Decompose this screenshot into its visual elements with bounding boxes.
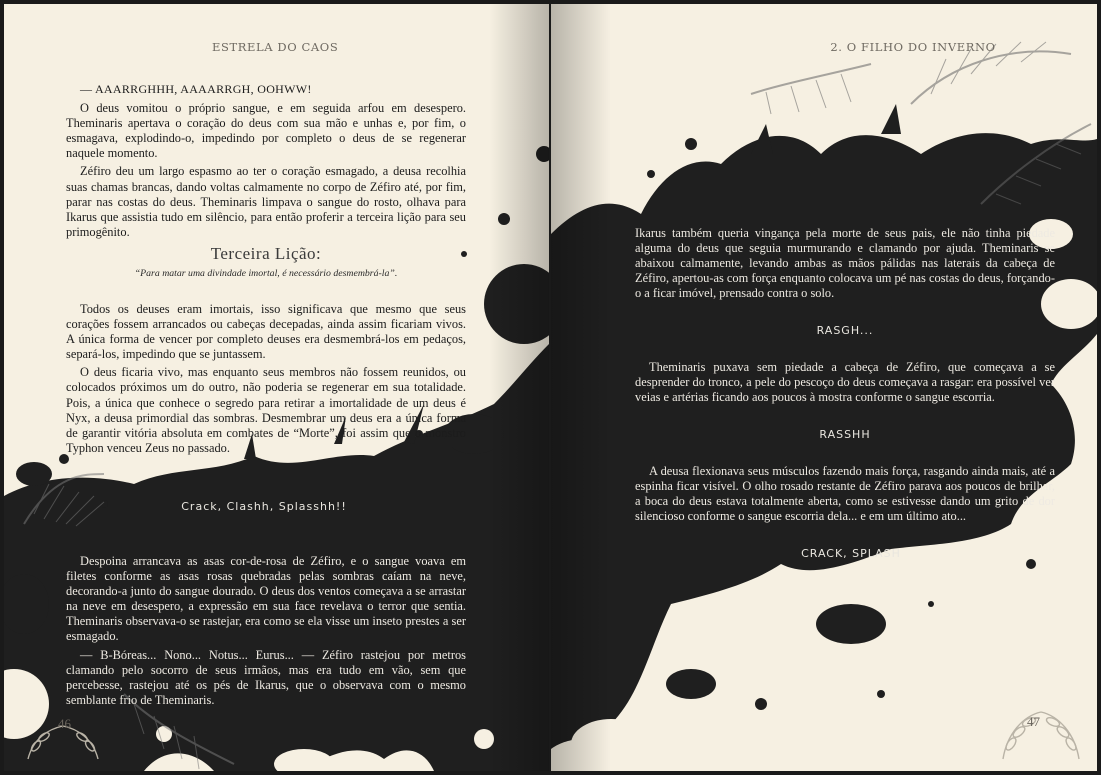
text-block-2 — [635, 360, 1055, 408]
paragraph: — B-Bóreas... Nono... Notus... Eurus... — Zéfiro rastejou por metros clamando pelo socorro de seus irmãos, mas era tudo em vão, sem que percebesse, rastejou até os pés de Ikarus, que o observava com o mesmo semblante frio de Theminaris. — [66, 647, 466, 707]
paragraph: Ikarus também queria vingança pela morte de seus pais, ele não tinha piedade alguma do deus que seguia murmurando e clamando por ajuda. Theminaris se abaixou calmamente, levando ambas as mãos pálidas nas laterais da cabeça de Zéfiro, apertou-as com força enquanto colocava um pé nas costas do deus, forçando-o a ficar imóvel, prensado contra o solo. — [635, 226, 1055, 301]
paragraph: Zéfiro deu um largo espasmo ao ter o coração esmagado, a deusa recolhia suas chamas brancas, dando voltas calmamente no corpo de Zéfiro até, por fim, parar nas costas do deus. Theminaris limpava o sangue do rosto, olhava para Ikarus que assistia tudo em silêncio, para então proferir a terceira lição para seu primogênito. — [66, 164, 466, 239]
paragraph: Todos os deuses eram imortais, isso significava que mesmo que seus corações fossem arrancados ou cabeças decepadas, ainda assim ficariam vivos. A única forma de vencer por completo deuses era desmembrá-los em pedaços, separá-los, impedindo que se juntassem. — [66, 302, 466, 362]
running-head: 2. O FILHO DO INVERNO — [830, 40, 996, 54]
sound-effect: RASSHH — [819, 428, 871, 441]
paragraph: Theminaris puxava sem piedade a cabeça de Zéfiro, que começava a se desprender do tronco, a pele do pescoço do deus começava a rasgar: era possível ver veias e artérias ficando aos poucos à mostra conforme o sangue escorria. — [635, 360, 1055, 405]
paragraph: O deus vomitou o próprio sangue, e em seguida arfou em desespero. Theminaris apertava o coração do deus com sua mão e unhas e, por fim, o esmagava, explodindo-o, impedindo por completo o deus de se regenerar naquele momento. — [66, 101, 466, 161]
running-head: ESTRELA DO CAOS — [212, 40, 339, 54]
right-page — [551, 4, 1097, 771]
left-page — [4, 4, 549, 771]
paragraph: O deus ficaria vivo, mas enquanto seus membros não fossem reunidos, ou colocados próximos um do outro, não poderia se regenerar em sua totalidade. Pois, a única que conhece o segredo para retirar a imortalidade de um deus é Nyx, a deusa primordial das sombras. Desmembrar um deus era a única forma de garantir vitória absoluta em combates de “Morte”, foi assim que o monstro Typhon venceu Zeus no passado. — [66, 365, 466, 455]
laurel-ornament-icon — [991, 694, 1091, 764]
lesson-subtitle: “Para matar uma divindade imortal, é necessário desmembrá-la”. — [134, 268, 398, 279]
opening-shout: — AAARRGHHH, AAAARRGH, OOHWW! — [80, 82, 312, 96]
paragraph: A deusa flexionava seus músculos fazendo mais força, rasgando ainda mais, até a espinha ficar visível. O olho rosado restante de Zéfiro parava aos poucos de brilhar, a boca do deus estava totalmente aberta, como se estivesse dando um grito de dor silencioso conforme o sangue escorria dela... e em um último ato... — [635, 464, 1055, 524]
page-number: 46 — [58, 716, 71, 731]
sound-effect: RASGH... — [816, 324, 874, 337]
text-block-mid — [66, 302, 466, 459]
text-block-bottom — [66, 554, 466, 711]
page-number: 47 — [1027, 714, 1040, 729]
sound-effect: Crack, Clashh, Splasshh!! — [181, 500, 347, 513]
laurel-ornament-icon — [18, 704, 108, 764]
text-block-1 — [635, 226, 1055, 304]
text-block-top — [66, 82, 466, 243]
paragraph: Despoina arrancava as asas cor-de-rosa de Zéfiro, e o sangue voava em filetes conforme as asas rosas quebradas pelas sombras caíam na neve, decorando-a junto do sangue dourado. O deus dos ventos começava a se arrastar na neve em desespero, a expressão em sua face revelava o terror que sentia. Theminaris observava-o se rastejar, era como se ela visse um inseto prestes a ser esmagado. — [66, 554, 466, 644]
text-block-3 — [635, 464, 1055, 527]
lesson-title: Terceira Lição: — [210, 244, 322, 263]
sound-effect: CRACK, SPLASH — [801, 547, 901, 560]
